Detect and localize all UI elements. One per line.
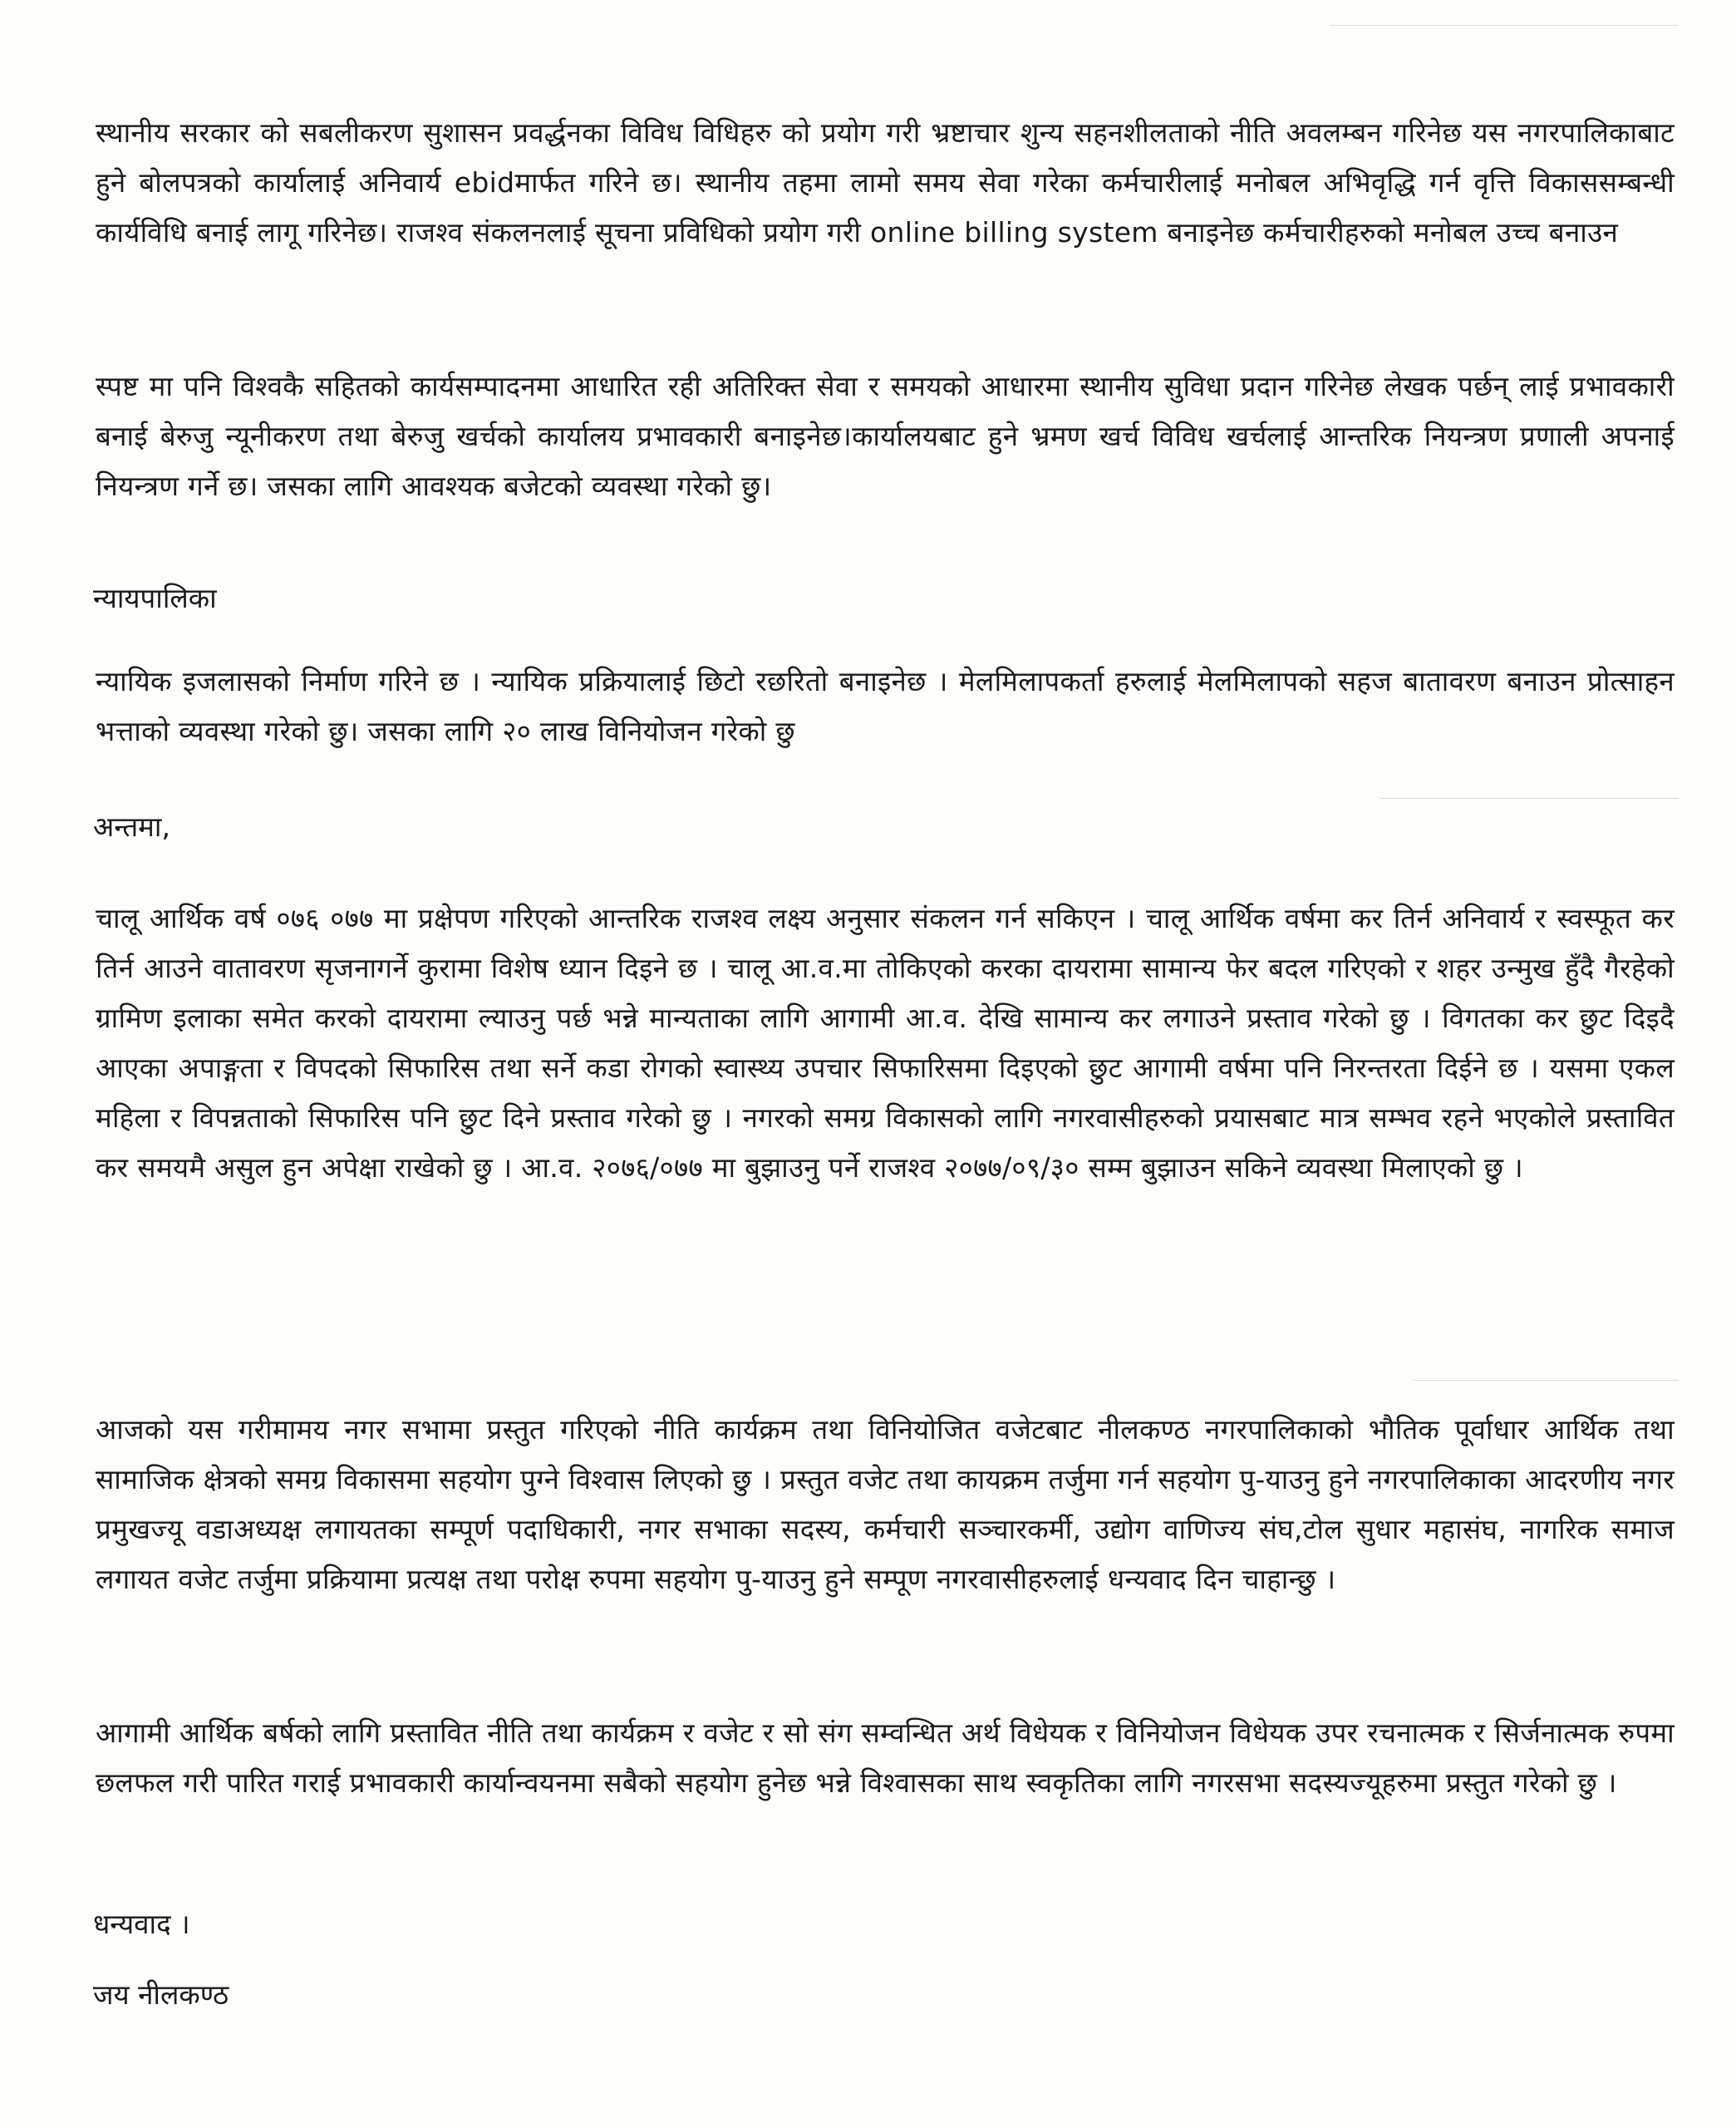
bleed-through-line: [1379, 798, 1679, 799]
paragraph-revenue: चालू आर्थिक वर्ष ०७६ ०७७ मा प्रक्षेपण गरिएको आन्तरिक राजश्व लक्ष्य अनुसार संकलन गर्न सकिएन । चालू आर्थिक वर्षमा कर तिर्न अनिवार्य र स्वस्फूत कर तिर्न आउने वातावरण सृजनागर्ने कुरामा विशेष ध्यान दिइने छ । चालू आ.व.मा तोकिएको करका दायरामा सामान्य फेर बदल गरिएको र शहर उन्मुख हुँदै गैरहेको ग्रामिण इलाका समेत करको दायरामा ल्याउनु पर्छ भन्ने मान्यताका लागि आगामी आ.व. देखि सामान्य कर लगाउने प्रस्ताव गरेको छु । विगतका कर छुट दिइदै आएका अपाङ्गता र विपदको सिफारिस तथा सर्ने कडा रोगको स्वास्थ्य उपचार सिफारिसमा दिइएको छुट आगामी वर्षमा पनि निरन्तरता दिईने छ । यसमा एकल महिला र विपन्नताको सिफारिस पनि छुट दिने प्रस्ताव गरेको छु । नगरको समग्र विकासको लागि नगरवासीहरुको प्रयासबाट मात्र सम्भव रहने भएकोले प्रस्तावित कर समयमै असुल हुन अपेक्षा राखेको छु । आ.व. २०७६/०७७ मा बुझाउनु पर्ने राजश्व २०७७/०९/३० सम्म बुझाउन सकिने व्यवस्था मिलाएको छु ।: [96, 902, 1675, 1184]
bleed-through-line: [1413, 1380, 1679, 1381]
closing-salutation: जय नीलकण्ठ: [93, 1978, 229, 2011]
paragraph-staff-performance: स्पष्ट मा पनि विश्वकै सहितको कार्यसम्पादनमा आधारित रही अतिरिक्त सेवा र समयको आधारमा स्थानीय सुविधा प्रदान गरिनेछ लेखक पर्छन् लाई प्रभावकारी बनाई बेरुजु न्यूनीकरण तथा बेरुजु खर्चको कार्यालय प्रभावकारी बनाइनेछ।कार्यालयबाट हुने भ्रमण खर्च विविध खर्चलाई आन्तरिक नियन्त्रण प्रणाली अपनाई नियन्त्रण गर्ने छ। जसका लागि आवश्यक बजेटको व्यवस्था गरेको छु।: [96, 370, 1675, 502]
paragraph-acknowledgement: आजको यस गरीमामय नगर सभामा प्रस्तुत गरिएको नीति कार्यक्रम तथा विनियोजित वजेटबाट नीलकण्ठ नगरपालिकाको भौतिक पूर्वाधार आर्थिक तथा सामाजिक क्षेत्रको समग्र विकासमा सहयोग पुग्ने विश्वास लिएको छु । प्रस्तुत वजेट तथा कायक्रम तर्जुमा गर्न सहयोग पु-याउनु हुने नगरपालिकाका आदरणीय नगर प्रमुखज्यू वडाअध्यक्ष लगायतका सम्पूर्ण पदाधिकारी, नगर सभाका सदस्य, कर्मचारी सञ्चारकर्मी, उद्योग वाणिज्य संघ,टोल सुधार महासंघ, नागरिक समाज लगायत वजेट तर्जुमा प्रक्रियामा प्रत्यक्ष तथा परोक्ष रुपमा सहयोग पु-याउनु हुने सम्पूण नगरवासीहरुलाई धन्यवाद दिन चाहान्छु ।: [96, 1413, 1675, 1595]
paragraph-judiciary: न्यायिक इजलासको निर्माण गरिने छ । न्यायिक प्रक्रियालाई छिटो रछरितो बनाइनेछ । मेलमिलापकर्ता हरुलाई मेलमिलापको सहज बातावरण बनाउन प्रोत्साहन भत्ताको व्यवस्था गरेको छु। जसका लागि २० लाख विनियोजन गरेको छु: [96, 665, 1675, 747]
paragraph-local-governance: स्थानीय सरकार को सबलीकरण सुशासन प्रवर्द्धनका विविध विधिहरु को प्रयोग गरी भ्रष्टाचार शुन्य सहनशीलताको नीति अवलम्बन गरिनेछ यस नगरपालिकाबाट हुने बोलपत्रको कार्यालाई अनिवार्य ebidमार्फत गरिने छ। स्थानीय तहमा लामो समय सेवा गरेका कर्मचारीलाई मनोबल अभिवृद्धि गर्न वृत्ति विकाससम्बन्धी कार्यविधि बनाई लागू गरिनेछ। राजश्व संकलनलाई सूचना प्रविधिको प्रयोग गरी online billing system बनाइनेछ कर्मचारीहरुको मनोबल उच्च बनाउन: [96, 116, 1675, 249]
heading-judiciary: न्यायपालिका: [93, 582, 217, 614]
bleed-through-line: [1330, 25, 1679, 26]
closing-thanks: धन्यवाद ।: [93, 1908, 190, 1940]
heading-finally: अन्तमा,: [93, 810, 170, 843]
paragraph-proposal: आगामी आर्थिक बर्षको लागि प्रस्तावित नीति तथा कार्यक्रम र वजेट र सो संग सम्वन्धित अर्थ विधेयक र विनियोजन विधेयक उपर रचनात्मक र सिर्जनात्मक रुपमा छलफल गरी पारित गराई प्रभावकारी कार्यान्वयनमा सबैको सहयोग हुनेछ भन्ने विश्वासका साथ स्वकृतिका लागि नगरसभा सदस्यज्यूहरुमा प्रस्तुत गरेको छु ।: [96, 1717, 1675, 1799]
